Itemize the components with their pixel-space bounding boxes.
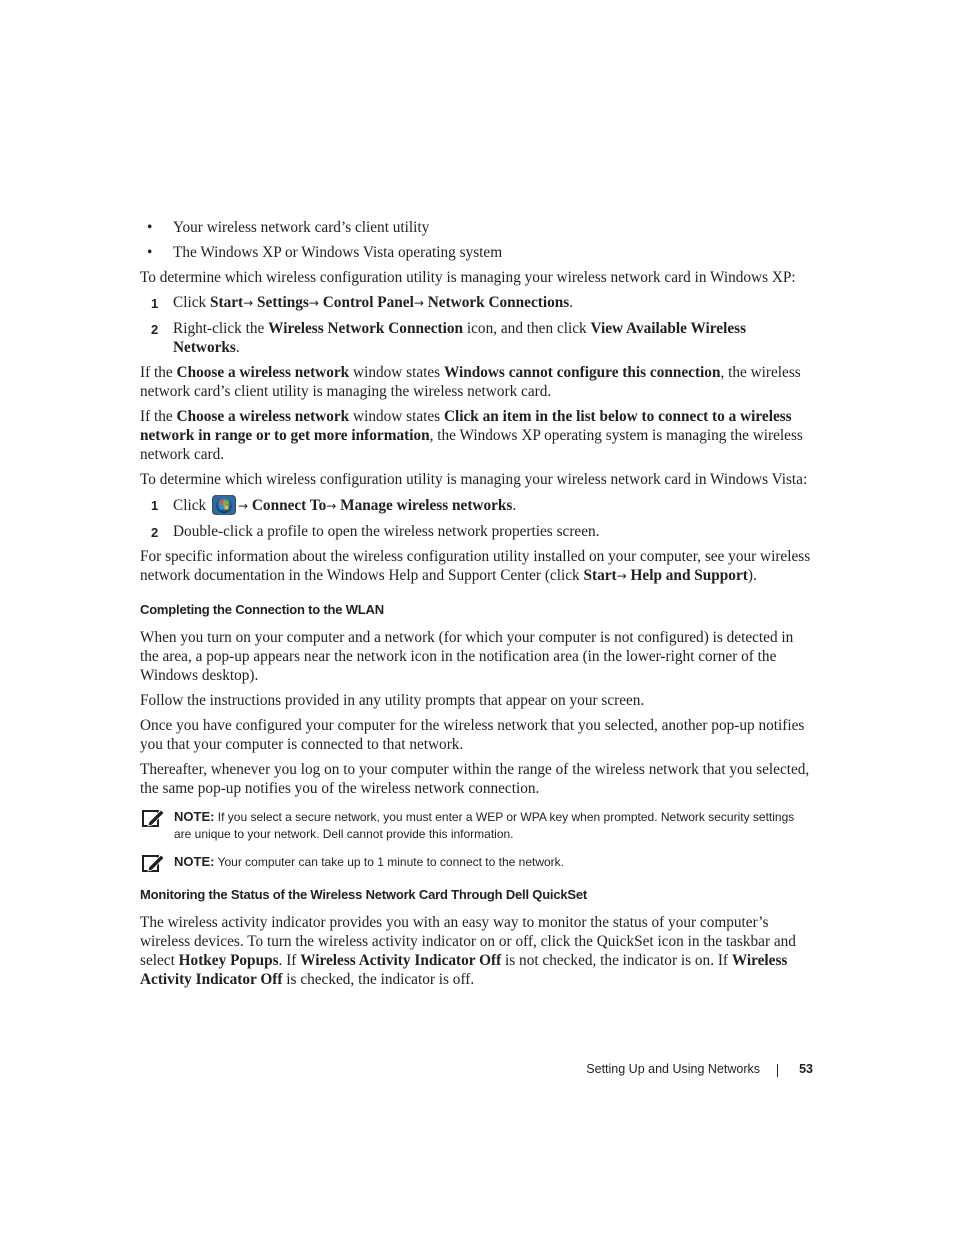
wireless-activity-indicator-off-label: Wireless Activity Indicator Off — [140, 952, 788, 988]
manage-wireless-networks-label: Manage wireless networks — [340, 497, 513, 514]
arrow-icon: → — [308, 296, 319, 310]
page-body — [140, 218, 812, 995]
start-label: Start — [583, 567, 617, 584]
para-thereafter: Thereafter, whenever you log on to your computer within the range of the wireless network that you selected, the same pop-up notifies you of the wireless network connection. — [140, 761, 810, 797]
note-label: NOTE: — [174, 854, 215, 869]
pencil-note-icon — [142, 853, 166, 873]
text: . If — [278, 952, 297, 969]
para-turn-on: When you turn on your computer and a network (for which your computer is not configured) is detected in the area, a pop-up appears near the network icon in the notification area (in the lower-right corner of the Windows desktop). — [140, 629, 794, 684]
step-text: Click — [173, 294, 207, 311]
step-text: Click — [173, 497, 207, 514]
wireless-network-connection-label: Wireless Network Connection — [268, 320, 464, 337]
text: , the Windows XP operating system is managing the wireless network card. — [140, 427, 803, 463]
note-text: Your computer can take up to 1 minute to connect to the network. — [217, 855, 565, 869]
wireless-activity-indicator-off-label: Wireless Activity Indicator Off — [300, 952, 502, 969]
punctuation: . — [235, 339, 240, 356]
help-and-support-label: Help and Support — [630, 567, 748, 584]
control-panel-label: Control Panel — [322, 294, 414, 311]
step-text: icon, and then click — [466, 320, 587, 337]
note-label: NOTE: — [174, 809, 215, 824]
para-follow: Follow the instructions provided in any utility prompts that appear on your screen. — [140, 692, 645, 709]
bullet-item — [140, 243, 812, 262]
text: window states — [353, 364, 441, 381]
page-number: 53 — [799, 1062, 813, 1076]
text: is not checked, the indicator is on. If — [505, 952, 729, 969]
step-number: 1 — [151, 296, 159, 311]
step-number: 2 — [151, 525, 159, 540]
para-cannot-configure — [140, 363, 812, 401]
step-text: Double-click a profile to open the wireless network properties screen. — [173, 523, 600, 540]
bullet-item — [140, 218, 812, 237]
step-text: Right-click the — [173, 320, 265, 337]
heading-completing-connection: Completing the Connection to the WLAN — [140, 602, 384, 617]
window-name: Choose a wireless network — [176, 364, 350, 381]
window-name: Choose a wireless network — [176, 408, 350, 425]
text: For specific information about the wireless configuration utility installed on your computer, see your wireless network documentation in the Windows Help and Support Center (click — [140, 548, 811, 584]
text: , the wireless network card’s client utility is managing the wireless network card. — [140, 364, 801, 400]
view-available-wireless-networks-label: View Available Wireless Networks — [173, 320, 747, 356]
punctuation: . — [569, 294, 574, 311]
text: is checked, the indicator is off. — [286, 971, 475, 988]
text: The wireless activity indicator provides you with an easy way to monitor the status of your computer’s wireless devices. To turn the wireless activity indicator on or off, click the QuickSet icon in the taskbar and select — [140, 914, 796, 969]
window-message: Windows cannot configure this connection — [443, 364, 721, 381]
step-number: 2 — [151, 322, 159, 337]
bullet-text: Your wireless network card’s client utility — [173, 219, 430, 236]
arrow-icon: → — [326, 499, 337, 513]
bullet-text: The Windows XP or Windows Vista operating system — [173, 244, 503, 261]
window-message: Click an item in the list below to connect to a wireless network in range or to get more information — [140, 408, 792, 444]
bullet-symbol: • — [147, 244, 153, 261]
text: If the — [140, 408, 173, 425]
arrow-icon: → — [237, 499, 249, 513]
para-click-item — [140, 407, 812, 464]
xp-step-1 — [140, 293, 812, 313]
footer-divider — [777, 1064, 778, 1077]
arrow-icon: → — [413, 296, 424, 310]
para-once: Once you have configured your computer for the wireless network that you selected, another pop-up notifies you that your computer is connected to that network. — [140, 717, 805, 753]
network-connections-label: Network Connections — [427, 294, 570, 311]
arrow-icon: → — [243, 296, 254, 310]
start-label: Start — [209, 294, 244, 311]
hotkey-popups-label: Hotkey Popups — [178, 952, 279, 969]
punctuation: . — [512, 497, 517, 514]
vista-intro: To determine which wireless configuration utility is managing your wireless network card in Windows Vista: — [140, 471, 808, 488]
xp-step-2 — [140, 319, 812, 357]
punctuation: ). — [747, 567, 757, 584]
pencil-note-icon — [142, 808, 166, 828]
step-number: 1 — [151, 498, 159, 513]
windows-vista-start-icon — [212, 495, 236, 515]
note-text: If you select a secure network, you must enter a WEP or WPA key when prompted. Network security settings are unique to your network. Dell cannot provide this information. — [174, 810, 795, 841]
para-specific-info — [140, 547, 812, 586]
vista-step-1 — [140, 495, 812, 516]
connect-to-label: Connect To — [251, 497, 327, 514]
footer-section-title: Setting Up and Using Networks — [586, 1062, 760, 1076]
note-secure-network — [140, 808, 812, 843]
heading-monitoring-status: Monitoring the Status of the Wireless Network Card Through Dell QuickSet — [140, 887, 588, 902]
xp-intro: To determine which wireless configuration utility is managing your wireless network card in Windows XP: — [140, 269, 796, 286]
settings-label: Settings — [257, 294, 309, 311]
arrow-icon: → — [616, 569, 627, 583]
note-connect-time — [140, 853, 812, 871]
para-monitor — [140, 913, 812, 989]
bullet-symbol: • — [147, 219, 153, 236]
vista-step-2 — [140, 522, 812, 541]
text: If the — [140, 364, 173, 381]
text: window states — [353, 408, 441, 425]
